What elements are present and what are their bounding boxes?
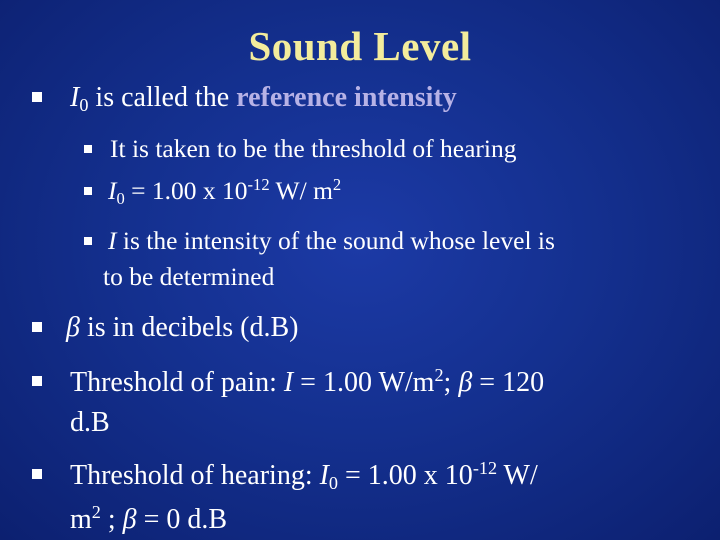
subscript: 0	[79, 95, 89, 116]
text: W/ m	[269, 176, 333, 206]
text: = 1.00 x 10	[124, 176, 248, 206]
symbol-i: I	[283, 367, 294, 398]
text: Threshold of pain:	[70, 367, 284, 398]
subscript: 0	[116, 188, 125, 208]
symbol-beta: β	[122, 504, 137, 535]
text: is called the	[88, 82, 237, 113]
text: = 0 d.B	[136, 504, 228, 535]
subbullet-i0-value	[108, 177, 341, 207]
text: = 1.00 W/m	[293, 367, 435, 398]
text: ;	[443, 367, 459, 398]
symbol-i: I	[108, 226, 117, 255]
exponent: 2	[434, 365, 444, 385]
exponent: 2	[91, 502, 101, 522]
bullet-square-icon	[32, 322, 42, 332]
bullet-square-icon	[32, 469, 42, 479]
subbullet-continuation: to be determined	[103, 262, 275, 291]
bullet-square-icon	[32, 92, 42, 102]
text: ;	[100, 504, 123, 535]
bullet-beta-decibels	[66, 314, 298, 342]
text: is in decibels (d.B)	[79, 312, 299, 343]
text: is the intensity of the sound whose level is	[116, 226, 555, 255]
exponent: -12	[472, 458, 498, 478]
text: W/	[497, 460, 538, 491]
text: m	[70, 504, 92, 535]
text: = 120	[472, 367, 545, 398]
text: = 1.00 x 10	[338, 460, 473, 491]
slide-title: Sound Level	[248, 23, 472, 69]
symbol-beta: β	[458, 367, 473, 398]
bullet-square-icon	[32, 376, 42, 386]
bullet-threshold-pain	[70, 366, 544, 397]
subscript: 0	[328, 473, 339, 494]
symbol-beta: β	[66, 312, 80, 343]
symbol-i: I	[108, 176, 117, 206]
highlight-text: reference intensity	[236, 82, 457, 113]
subbullet-i-definition	[108, 228, 555, 254]
exponent: 2	[332, 175, 342, 194]
symbol-i: I	[70, 82, 80, 113]
bullet-square-icon	[84, 187, 92, 195]
subbullet-threshold: It is taken to be the threshold of hearing	[110, 134, 517, 163]
bullet-continuation	[70, 503, 227, 534]
bullet-square-icon	[84, 145, 92, 153]
bullet-reference-intensity	[70, 84, 457, 114]
bullet-square-icon	[84, 237, 92, 245]
bullet-continuation: d.B	[70, 407, 110, 438]
text: Threshold of hearing:	[70, 460, 320, 491]
exponent: -12	[247, 175, 270, 194]
symbol-i: I	[319, 460, 329, 491]
bullet-threshold-hearing	[70, 459, 538, 492]
